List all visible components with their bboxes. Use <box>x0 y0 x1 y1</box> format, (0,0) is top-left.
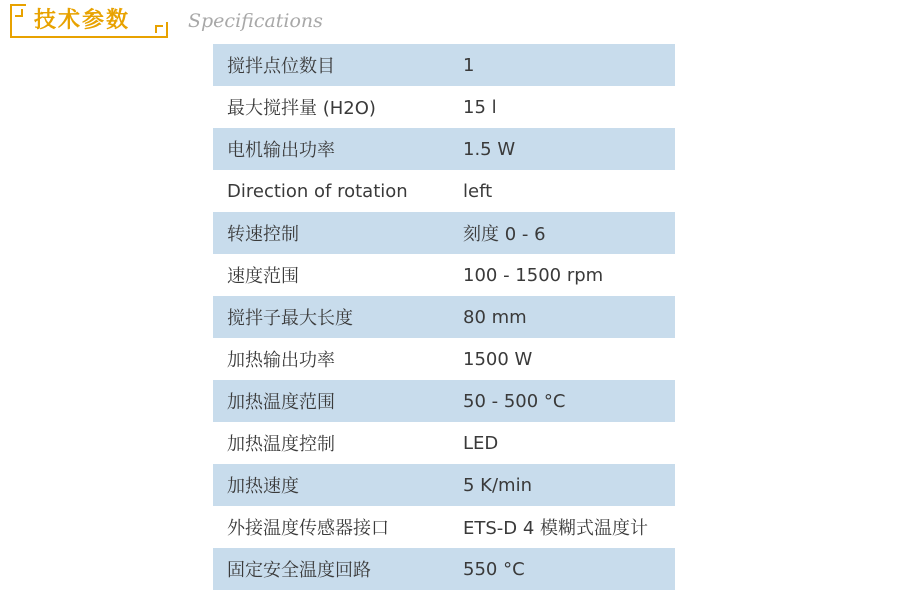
table-row <box>213 338 675 380</box>
spec-value: 1 <box>463 54 475 76</box>
spec-label: 搅拌子最大长度 <box>227 308 353 329</box>
spec-value: 550 °C <box>463 558 525 580</box>
table-row <box>213 548 675 590</box>
section-header <box>10 4 350 42</box>
table-row <box>213 296 675 338</box>
table-row <box>213 464 675 506</box>
table-row <box>213 212 675 254</box>
spec-value: 1500 W <box>463 348 533 370</box>
spec-value: 1.5 W <box>463 138 516 160</box>
spec-value: 5 K/min <box>463 474 532 496</box>
spec-value: LED <box>463 432 499 454</box>
spec-label: 速度范围 <box>227 266 299 287</box>
ornament-corner-icon <box>152 22 168 38</box>
spec-value: 50 - 500 °C <box>463 390 566 412</box>
table-row <box>213 254 675 296</box>
frame-line <box>10 36 154 38</box>
spec-label: 加热温度控制 <box>227 434 335 455</box>
spec-label: 外接温度传感器接口 <box>227 518 389 539</box>
table-row <box>213 170 675 212</box>
spec-table <box>213 44 675 590</box>
spec-label: 搅拌点位数目 <box>227 56 335 77</box>
spec-value: 刻度 0 - 6 <box>463 224 546 245</box>
spec-value: 100 - 1500 rpm <box>463 264 604 286</box>
table-row <box>213 86 675 128</box>
spec-label: 最大搅拌量 (H2O) <box>227 98 376 119</box>
spec-label: 电机输出功率 <box>227 140 335 161</box>
table-row <box>213 44 675 86</box>
title-frame <box>10 4 168 38</box>
frame-line <box>10 18 12 38</box>
spec-value: ETS-D 4 模糊式温度计 <box>463 518 649 539</box>
table-row <box>213 128 675 170</box>
spec-label: 转速控制 <box>227 224 299 245</box>
table-row <box>213 506 675 548</box>
ornament-corner-icon <box>10 4 26 20</box>
spec-label: 固定安全温度回路 <box>227 560 371 581</box>
table-row <box>213 380 675 422</box>
spec-value: 15 l <box>463 96 497 118</box>
spec-label: 加热输出功率 <box>227 350 335 371</box>
spec-label: Direction of rotation <box>227 180 408 202</box>
spec-value: left <box>463 180 493 202</box>
table-row <box>213 422 675 464</box>
spec-value: 80 mm <box>463 306 527 328</box>
spec-label: 加热温度范围 <box>227 392 335 413</box>
section-subtitle: Specifications <box>188 10 323 32</box>
section-title: 技术参数 <box>34 8 131 33</box>
spec-label: 加热速度 <box>227 476 299 497</box>
